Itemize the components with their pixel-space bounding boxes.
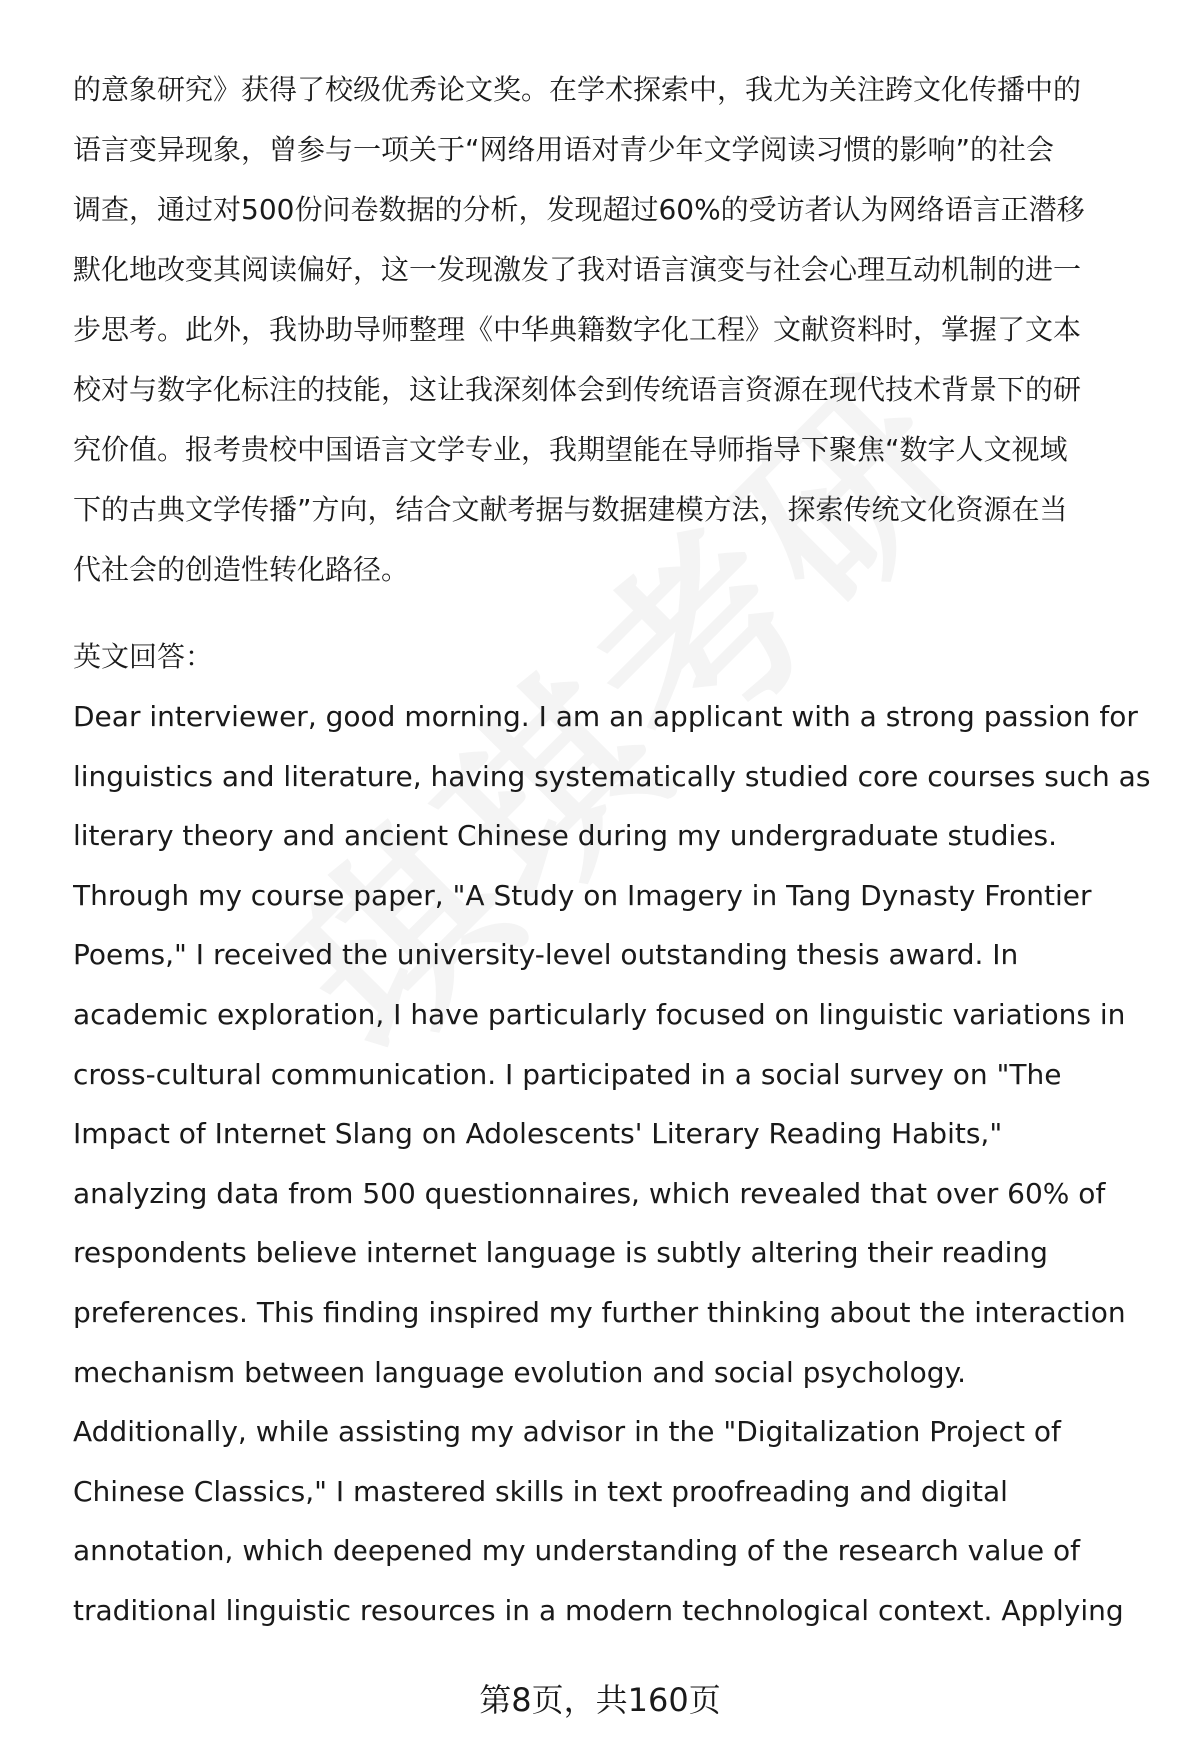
text-line: linguistics and literature, having systematically studied core courses such as (73, 759, 1151, 793)
page-number-footer: 第8页，共160页 (479, 1681, 721, 1719)
text-line: academic exploration, I have particularly focused on linguistic variations in (73, 997, 1126, 1031)
english-answer-heading: 英文回答： (73, 640, 214, 673)
text-line: 调查，通过对500份问卷数据的分析，发现超过60%的受访者认为网络语言正潜移 (73, 193, 1085, 226)
text-line: Dear interviewer, good morning. I am an applicant with a strong passion for (73, 700, 1138, 733)
text-line: 代社会的创造性转化路径。 (73, 553, 410, 586)
chinese-answer-paragraph (73, 60, 1153, 600)
text-line: 默化地改变其阅读偏好，这一发现激发了我对语言演变与社会心理互动机制的进一 (73, 253, 1082, 286)
text-line: 下的古典文学传播”方向，结合文献考据与数据建模方法，探索传统文化资源在当 (73, 493, 1068, 526)
text-line: 的意象研究》获得了校级优秀论文奖。在学术探索中，我尤为关注跨文化传播中的 (73, 73, 1082, 106)
text-line: analyzing data from 500 questionnaires, which revealed that over 60% of (73, 1176, 1106, 1210)
text-line: Poems," I received the university-level outstanding thesis award. In (73, 938, 1019, 972)
text-line: preferences. This finding inspired my further thinking about the interaction (73, 1295, 1126, 1329)
english-answer-paragraph (73, 687, 1163, 1641)
text-line: Additionally, while assisting my advisor in the "Digitalization Project of (73, 1415, 1061, 1449)
text-line: Impact of Internet Slang on Adolescents' Literary Reading Habits," (73, 1117, 1003, 1151)
text-line: 步思考。此外，我协助导师整理《中华典籍数字化工程》文献资料时，掌握了文本 (73, 313, 1082, 346)
text-line: 校对与数字化标注的技能，这让我深刻体会到传统语言资源在现代技术背景下的研 (73, 373, 1082, 406)
text-line: 究价值。报考贵校中国语言文学专业，我期望能在导师指导下聚焦“数字人文视域 (73, 433, 1068, 466)
text-line: literary theory and ancient Chinese during my undergraduate studies. (73, 819, 1058, 853)
text-line: traditional linguistic resources in a modern technological context. Applying (73, 1593, 1124, 1627)
text-line: respondents believe internet language is subtly altering their reading (73, 1236, 1048, 1270)
text-line: cross-cultural communication. I participated in a social survey on "The (73, 1057, 1062, 1091)
text-line: annotation, which deepened my understanding of the research value of (73, 1534, 1081, 1568)
text-line: 语言变异现象，曾参与一项关于“网络用语对青少年文学阅读习惯的影响”的社会 (73, 133, 1055, 166)
text-line: Chinese Classics," I mastered skills in text proofreading and digital (73, 1474, 1008, 1508)
text-line: mechanism between language evolution and social psychology. (73, 1355, 966, 1389)
text-line: Through my course paper, "A Study on Imagery in Tang Dynasty Frontier (73, 878, 1092, 912)
